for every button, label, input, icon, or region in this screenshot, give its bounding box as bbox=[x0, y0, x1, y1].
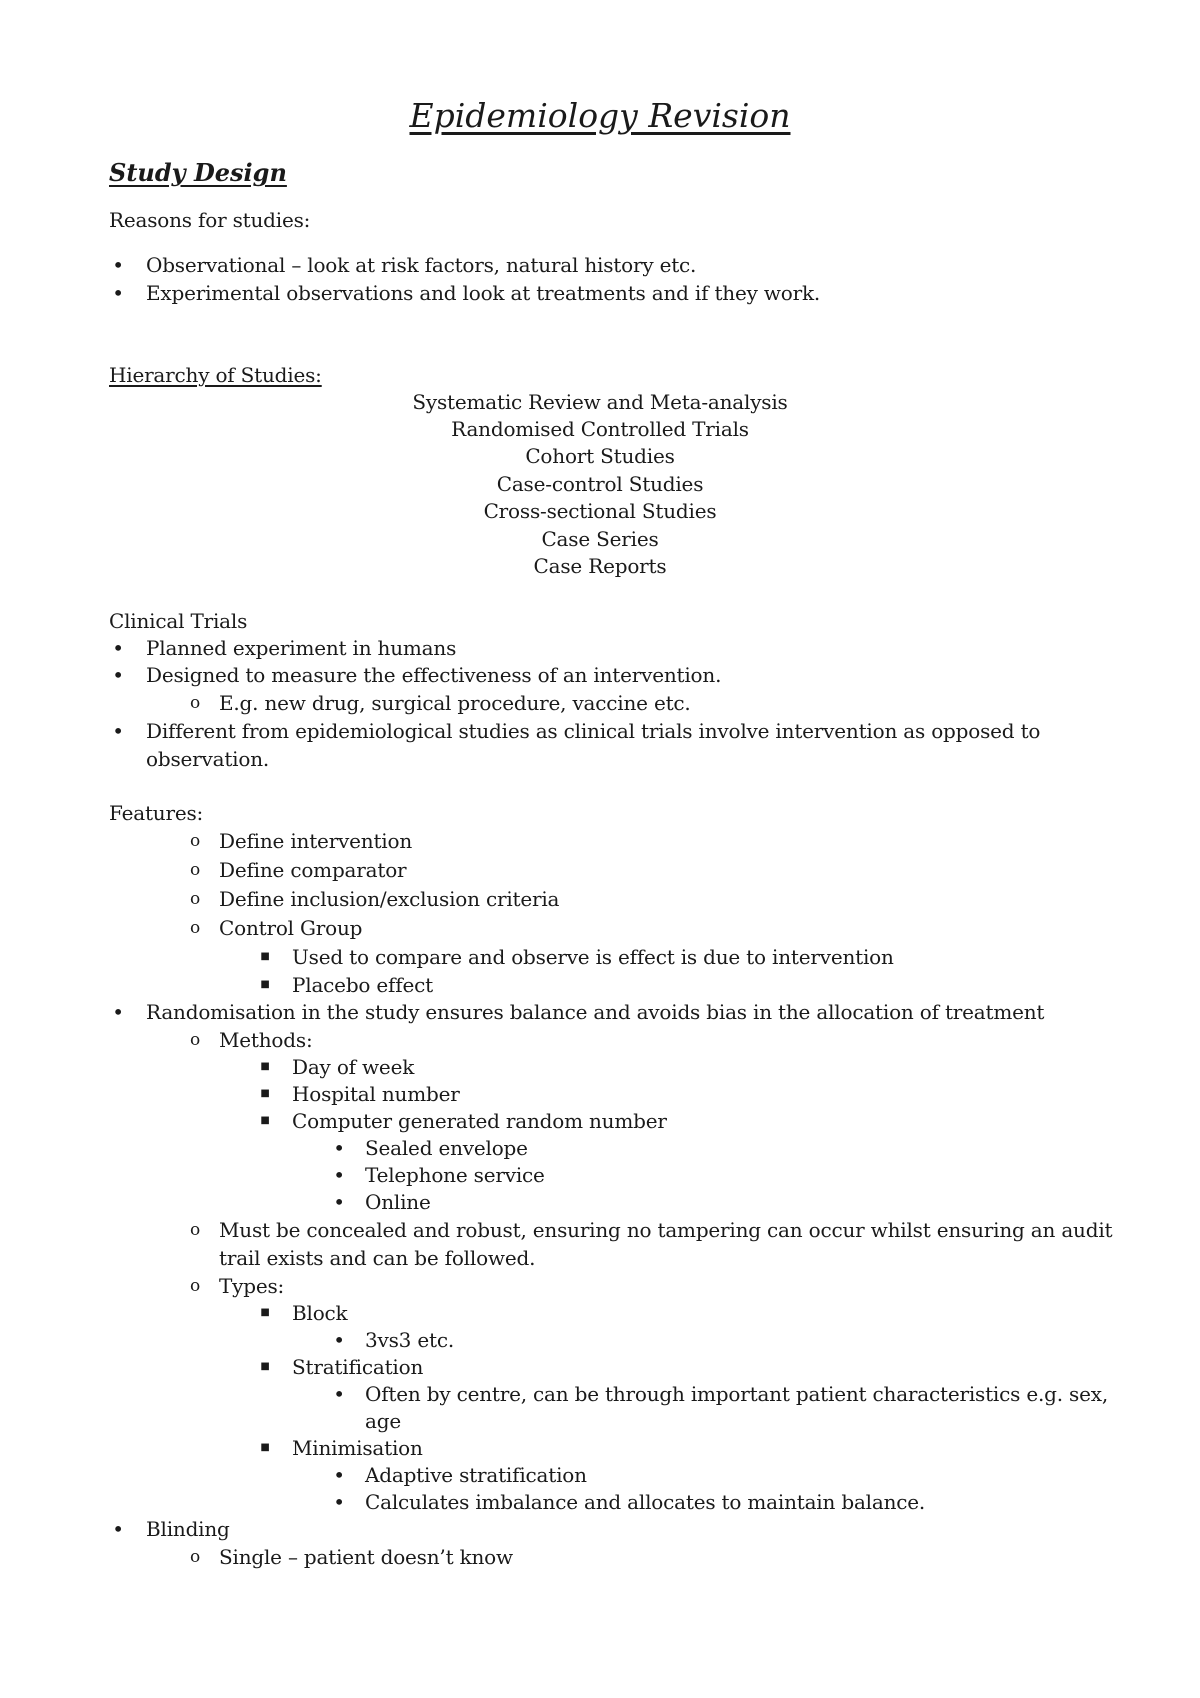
list-item: Calculates imbalance and allocates to maintain balance. bbox=[365, 1490, 926, 1514]
list-item: Define comparator bbox=[219, 858, 407, 882]
list-item: Observational – look at risk factors, natural history etc. bbox=[146, 253, 697, 277]
circle-bullet-icon: o bbox=[189, 889, 201, 909]
hierarchy-level: Case-control Studies bbox=[496, 472, 704, 496]
hierarchy-level: Randomised Controlled Trials bbox=[451, 417, 749, 441]
square-bullet-icon: ■ bbox=[260, 1442, 270, 1453]
bullet-icon: • bbox=[112, 253, 124, 277]
hierarchy-label: Hierarchy of Studies: bbox=[109, 363, 322, 387]
bullet-icon: • bbox=[333, 1136, 345, 1160]
list-item: 3vs3 etc. bbox=[365, 1328, 455, 1352]
list-item: Single – patient doesn’t know bbox=[219, 1545, 513, 1569]
list-item: E.g. new drug, surgical procedure, vaccine etc. bbox=[219, 691, 691, 715]
bullet-icon: • bbox=[333, 1190, 345, 1214]
list-item: Different from epidemiological studies as clinical trials involve intervention as opposed to bbox=[146, 719, 1041, 743]
list-item: Telephone service bbox=[365, 1163, 545, 1187]
list-item: Block bbox=[292, 1301, 348, 1325]
list-item: Planned experiment in humans bbox=[146, 636, 457, 660]
square-bullet-icon: ■ bbox=[260, 1088, 270, 1099]
list-item: Methods: bbox=[219, 1028, 313, 1052]
hierarchy-level: Case Series bbox=[541, 527, 659, 551]
list-item: Designed to measure the effectiveness of an intervention. bbox=[146, 663, 722, 687]
square-bullet-icon: ■ bbox=[260, 1307, 270, 1318]
list-item: Placebo effect bbox=[292, 973, 433, 997]
reasons-label: Reasons for studies: bbox=[109, 208, 311, 232]
circle-bullet-icon: o bbox=[189, 1547, 201, 1567]
bullet-icon: • bbox=[112, 636, 124, 660]
section-heading: Study Design bbox=[109, 158, 287, 187]
circle-bullet-icon: o bbox=[189, 693, 201, 713]
page-title: Epidemiology Revision bbox=[409, 96, 791, 135]
clinical-trials-label: Clinical Trials bbox=[109, 609, 248, 633]
square-bullet-icon: ■ bbox=[260, 1115, 270, 1126]
bullet-icon: • bbox=[333, 1328, 345, 1352]
bullet-icon: • bbox=[333, 1490, 345, 1514]
square-bullet-icon: ■ bbox=[260, 1361, 270, 1372]
bullet-icon: • bbox=[333, 1382, 345, 1406]
hierarchy-level: Systematic Review and Meta-analysis bbox=[412, 390, 788, 414]
list-item-continuation: observation. bbox=[146, 747, 270, 771]
circle-bullet-icon: o bbox=[189, 1220, 201, 1240]
circle-bullet-icon: o bbox=[189, 831, 201, 851]
list-item: Day of week bbox=[292, 1055, 415, 1079]
circle-bullet-icon: o bbox=[189, 860, 201, 880]
features-label: Features: bbox=[109, 801, 204, 825]
bullet-icon: • bbox=[112, 1000, 124, 1024]
bullet-icon: • bbox=[112, 719, 124, 743]
list-item-continuation: trail exists and can be followed. bbox=[219, 1246, 536, 1270]
list-item: Used to compare and observe is effect is due to intervention bbox=[292, 945, 894, 969]
list-item: Control Group bbox=[219, 916, 363, 940]
list-item: Blinding bbox=[146, 1517, 230, 1541]
list-item: Define intervention bbox=[219, 829, 413, 853]
hierarchy-level: Case Reports bbox=[533, 554, 667, 578]
list-item-continuation: age bbox=[365, 1409, 401, 1433]
bullet-icon: • bbox=[333, 1463, 345, 1487]
list-item: Types: bbox=[219, 1274, 285, 1298]
list-item: Hospital number bbox=[292, 1082, 460, 1106]
list-item: Define inclusion/exclusion criteria bbox=[219, 887, 560, 911]
hierarchy-level: Cross-sectional Studies bbox=[483, 499, 717, 523]
hierarchy-level: Cohort Studies bbox=[525, 444, 675, 468]
list-item: Online bbox=[365, 1190, 431, 1214]
bullet-icon: • bbox=[112, 663, 124, 687]
list-item: Randomisation in the study ensures balance and avoids bias in the allocation of treatment bbox=[146, 1000, 1045, 1024]
square-bullet-icon: ■ bbox=[260, 979, 270, 990]
bullet-icon: • bbox=[112, 281, 124, 305]
list-item: Must be concealed and robust, ensuring no tampering can occur whilst ensuring an audit bbox=[219, 1218, 1113, 1242]
circle-bullet-icon: o bbox=[189, 1030, 201, 1050]
list-item: Sealed envelope bbox=[365, 1136, 528, 1160]
list-item: Often by centre, can be through important patient characteristics e.g. sex, bbox=[365, 1382, 1108, 1406]
circle-bullet-icon: o bbox=[189, 1276, 201, 1296]
square-bullet-icon: ■ bbox=[260, 1061, 270, 1072]
circle-bullet-icon: o bbox=[189, 918, 201, 938]
square-bullet-icon: ■ bbox=[260, 951, 270, 962]
list-item: Experimental observations and look at treatments and if they work. bbox=[146, 281, 821, 305]
list-item: Computer generated random number bbox=[292, 1109, 667, 1133]
bullet-icon: • bbox=[112, 1517, 124, 1541]
list-item: Stratification bbox=[292, 1355, 424, 1379]
bullet-icon: • bbox=[333, 1163, 345, 1187]
list-item: Minimisation bbox=[292, 1436, 423, 1460]
list-item: Adaptive stratification bbox=[365, 1463, 587, 1487]
